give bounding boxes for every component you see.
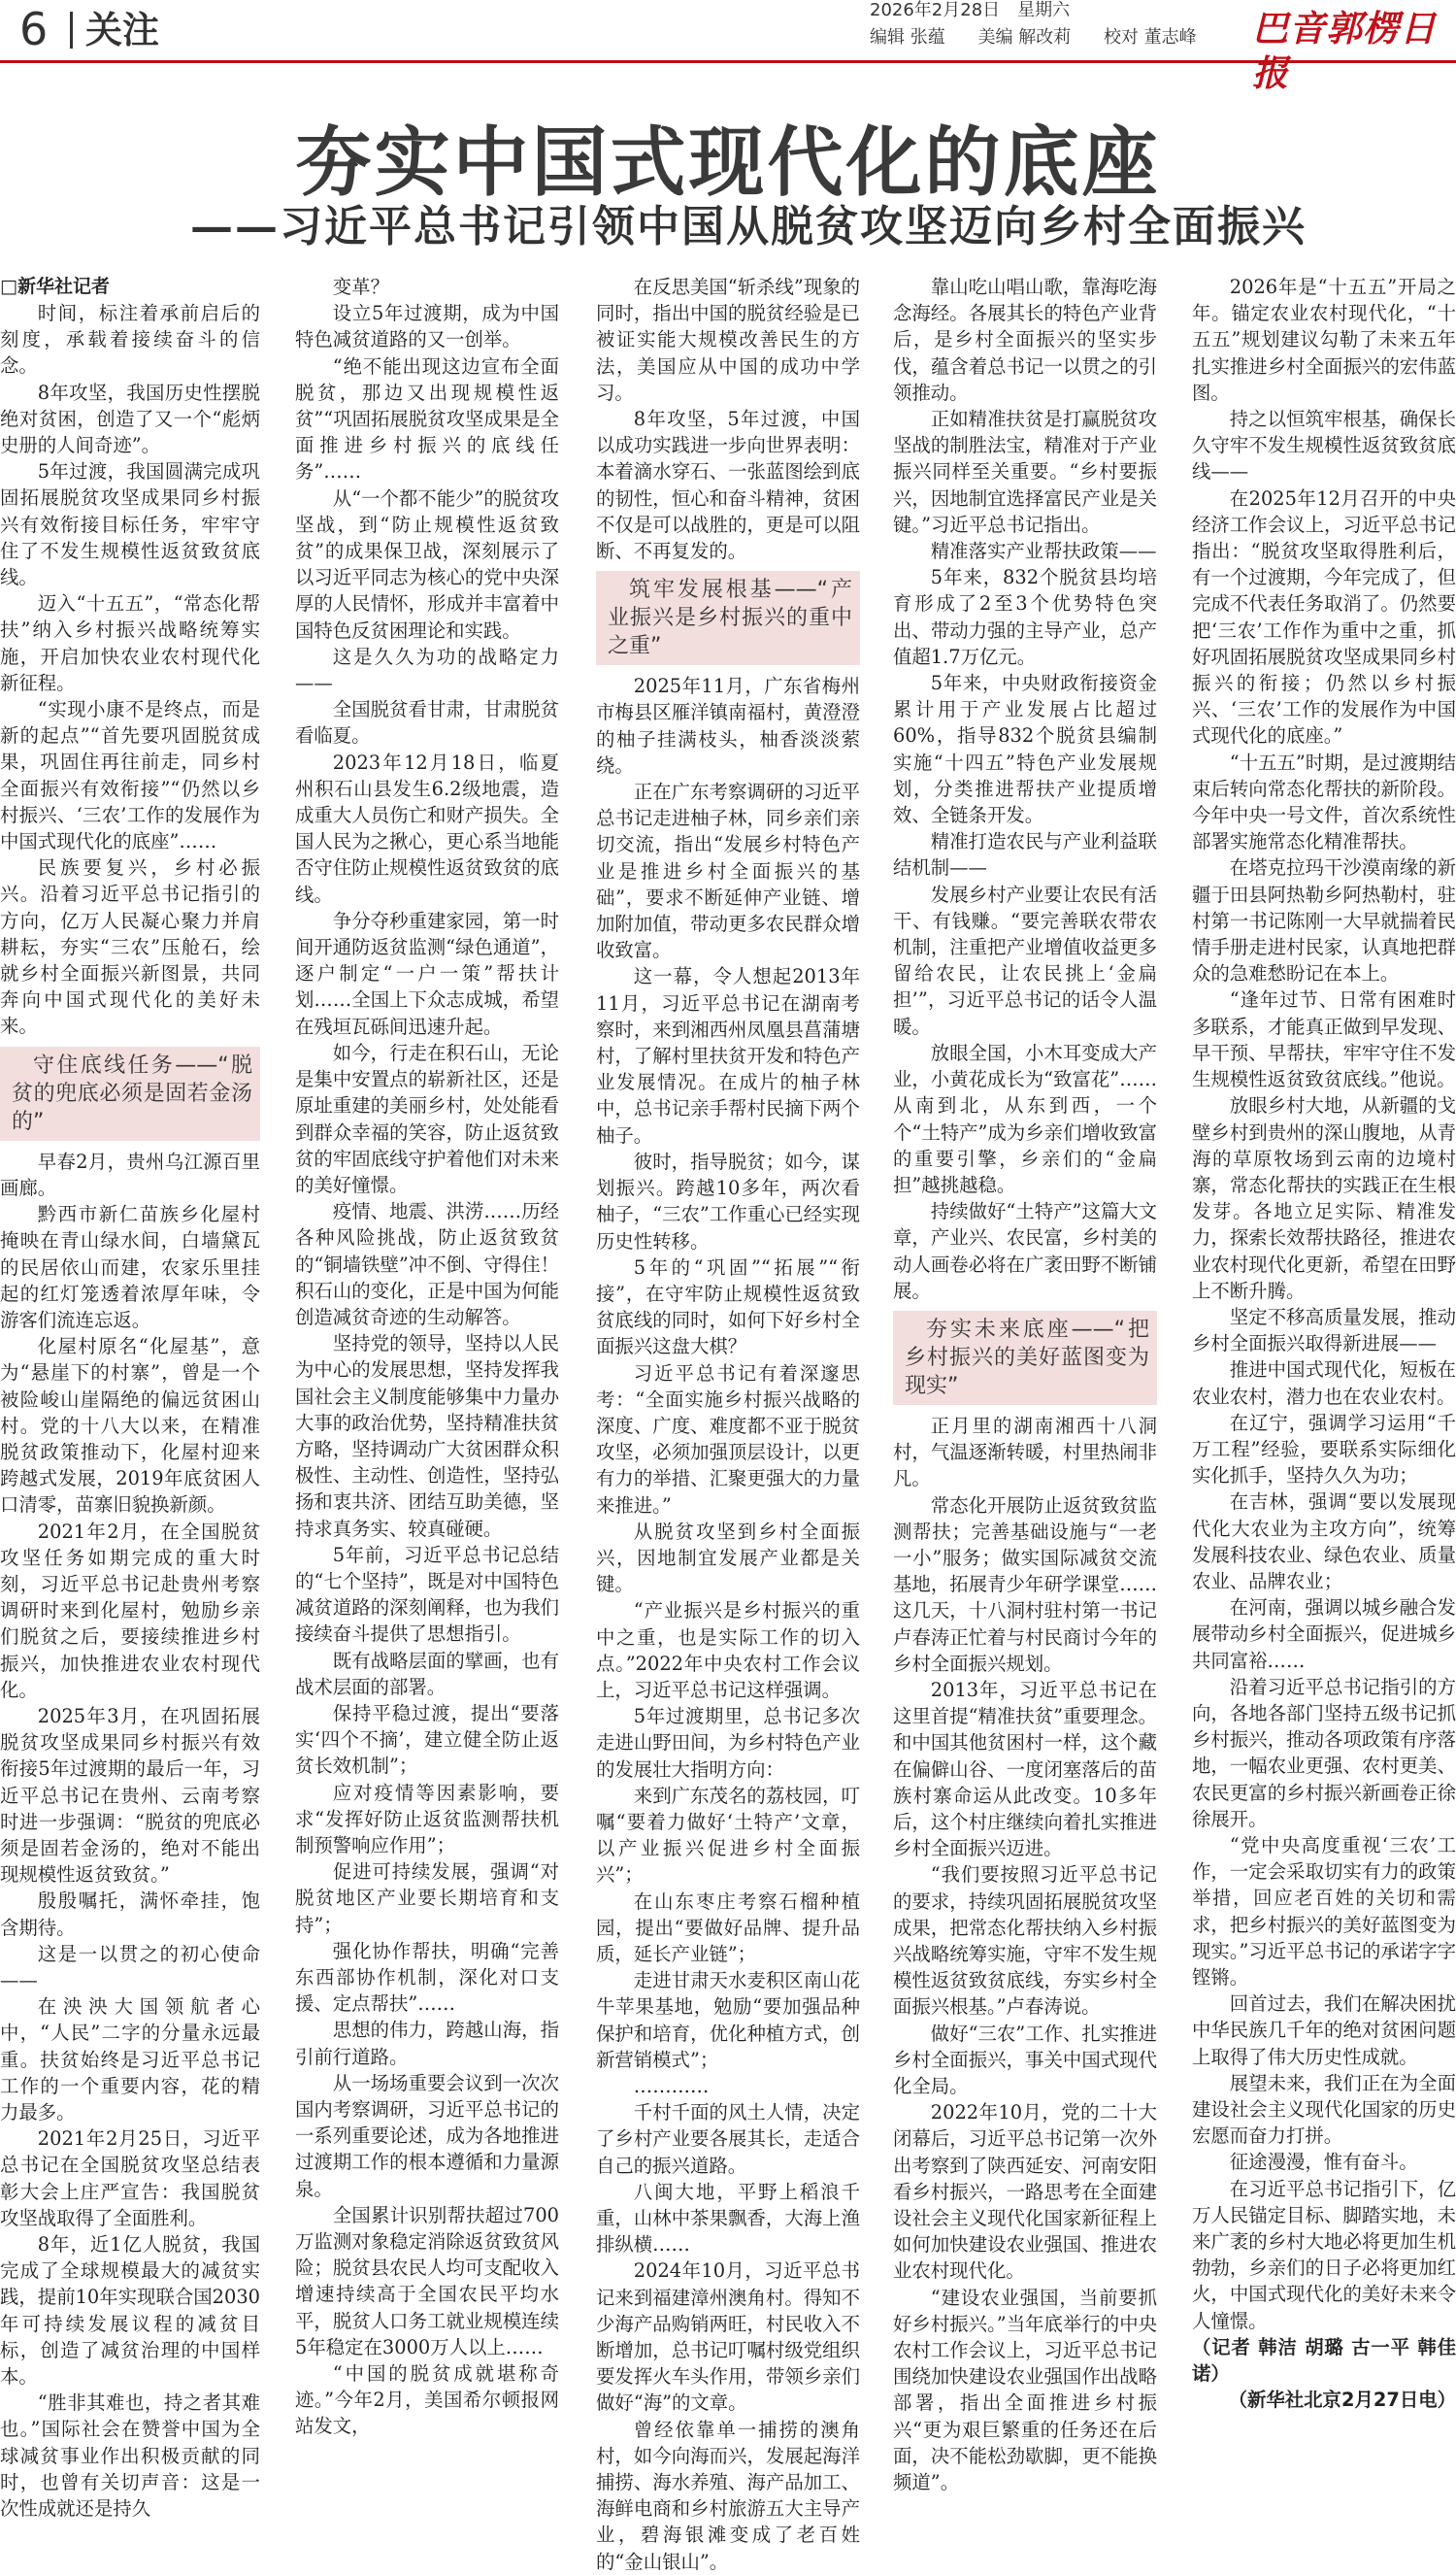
paragraph: “中国的脱贫成就堪称奇迹。”今年2月，美国希尔顿报网站发文， bbox=[295, 2362, 559, 2438]
paragraph: “党中央高度重视‘三农’工作，一定会采取切实有力的政策举措，回应老百姓的关切和需求，把乡村振兴的美好蓝图变为现实。”习近平总书记的承诺字字铿锵。 bbox=[1192, 1833, 1456, 1989]
paragraph: 从脱贫攻坚到乡村全面振兴，因地制宜发展产业都是关键。 bbox=[596, 1520, 860, 1596]
paragraph: 殷殷嘱托，满怀牵挂，饱含期待。 bbox=[0, 1889, 260, 1939]
paragraph: 5年过渡，我国圆满完成巩固拓展脱贫攻坚成果同乡村振兴有效衔接目标任务，牢牢守住了不发生规模性返贫致贫底线。 bbox=[0, 460, 260, 589]
proofreader-credit: 校对 董志峰 bbox=[1103, 27, 1197, 48]
paragraph: 变革？ bbox=[332, 276, 389, 298]
paragraph: 2025年11月，广东省梅州市梅县区雁洋镇南福村，黄澄澄的柚子挂满枝头，柚香淡淡萦绕。 bbox=[596, 675, 860, 777]
paragraph: 来到广东茂名的荔枝园，叮嘱“要着力做好‘土特产’文章，以产业振兴促进乡村全面振兴”； bbox=[596, 1784, 860, 1887]
paragraph: 正如精准扶贫是打赢脱贫攻坚战的制胜法宝，精准对于产业振兴同样至关重要。“乡村要振兴，因地制宜选择富民产业是关键。”习近平总书记指出。 bbox=[893, 408, 1157, 536]
paragraph: 从“一个都不能少”的脱贫攻坚战，到“防止规模性返贫致贫”的成果保卫战，深刻展示了以习近平同志为核心的党中央深厚的人民情怀，形成并丰富着中国特色反贫困理论和实践。 bbox=[295, 486, 559, 642]
paragraph: 坚持党的领导，坚持以人民为中心的发展思想，坚持发挥我国社会主义制度能够集中力量办大事的政治优势，坚持精准扶贫方略，坚持调动广大贫困群众积极性、主动性、创造性，坚持弘扬和衷共济、团结互助美德，坚持求真务实、较真碰硬。 bbox=[295, 1332, 559, 1540]
paragraph: 在泱泱大国领航者心中，“人民”二字的分量永远最重。扶贫始终是习近平总书记工作的一个重要内容，花的精力最多。 bbox=[0, 1995, 260, 2124]
paragraph: 全国累计识别帮扶超过700万监测对象稳定消除返贫致贫风险；脱贫县农民人均可支配收入增速持续高于全国农民平均水平，脱贫人口务工就业规模连续5年稳定在3000万人以上…… bbox=[295, 2203, 559, 2358]
paragraph: 靠山吃山唱山歌，靠海吃海念海经。各展其长的特色产业背后，是乡村全面振兴的坚实步伐，蕴含着总书记一以贯之的引领推动。 bbox=[893, 276, 1157, 404]
article-title: 夯实中国式现代化的底座 bbox=[295, 119, 1161, 207]
paragraph: 强化协作帮扶，明确“完善东西部协作机制，深化对口支援、定点帮扶”…… bbox=[295, 1939, 559, 2016]
paragraph: 8年，近1亿人脱贫，我国完成了全球规模最大的减贫实践，提前10年实现联合国2030年可持续发展议程的减贫目标，创造了减贫治理的中国样本。 bbox=[0, 2233, 260, 2389]
byline: □新华社记者 bbox=[0, 276, 110, 297]
paragraph: 精准落实产业帮扶政策—— bbox=[930, 540, 1157, 563]
paragraph: 争分夺秒重建家园，第一时间开通防返贫监测“绿色通道”，逐户制定“一户一策”帮扶计划……全国上下众志成城，希望在残垣瓦砾间迅速升起。 bbox=[295, 909, 559, 1038]
paragraph: 在辽宁，强调学习运用“千万工程”经验，要联系实际细化实化抓手，坚持久久为功； bbox=[1192, 1411, 1456, 1488]
paragraph: 做好“三农”工作、扎实推进乡村全面振兴，事关中国式现代化全局。 bbox=[893, 2022, 1157, 2097]
paragraph: 2024年10月，习近平总书记来到福建漳州澳角村。得知不少海产品购销两旺，村民收入不断增加，总书记叮嘱村级党组织要发挥火车头作用，带领乡亲们做好“海”的文章。 bbox=[596, 2259, 860, 2415]
paragraph: “建设农业强国，当前要抓好乡村振兴。”当年底举行的中央农村工作会议上，习近平总书记围绕加快建设农业强国作出战略部署，指出全面推进乡村振兴“更为艰巨繁重的任务还在后面，决不能松劲歇脚，更不能换频道”。 bbox=[893, 2286, 1157, 2494]
paragraph: 保持平稳过渡，提出“要落实‘四个不摘’，建立健全防止返贫长效机制”； bbox=[295, 1701, 559, 1778]
paragraph: 疫情、地震、洪涝……历经各种风险挑战，防止返贫致贫的“铜墙铁壁”冲不倒、守得住！积石山的变化，正是中国为何能创造减贫奇迹的生动解答。 bbox=[295, 1200, 559, 1328]
paragraph: 5年来，832个脱贫县均培育形成了2至3个优势特色突出、带动力强的主导产业，总产值超1.7万亿元。 bbox=[893, 566, 1157, 668]
paragraph: ………… bbox=[633, 2075, 710, 2097]
paragraph: 发展乡村产业要让农民有活干、有钱赚。“要完善联农带农机制，注重把产业增值收益更多留给农民，让农民挑上‘金扁担’”，习近平总书记的话令人温暖。 bbox=[893, 883, 1157, 1038]
paragraph: 在河南，强调以城乡融合发展带动乡村全面振兴，促进城乡共同富裕…… bbox=[1192, 1596, 1456, 1672]
article-subtitle: ——习近平总书记引领中国从脱贫攻坚迈向乡村全面振兴 bbox=[190, 202, 1307, 251]
paragraph: 在塔克拉玛干沙漠南缘的新疆于田县阿热勒乡阿热勒村，驻村第一书记陈刚一大早就揣着民情手册走进村民家，认真地把群众的急难愁盼记在本上。 bbox=[1192, 856, 1456, 986]
paragraph: 既有战略层面的擘画，也有战术层面的部署。 bbox=[295, 1649, 559, 1698]
paragraph: 八闽大地，平野上稻浪千重，山林中茶果飘香，大海上渔排纵横…… bbox=[596, 2180, 860, 2257]
paragraph: 2023年12月18日，临夏州积石山县发生6.2级地震，造成重大人员伤亡和财产损失。全国人民为之揪心，更心系当地能否守住防止规模性返贫致贫的底线。 bbox=[295, 751, 559, 906]
paragraph: 放眼全国，小木耳变成大产业，小黄花成长为“致富花”……从南到北，从东到西，一个个“土特产”成为乡亲们增收致富的重要引擎，乡亲们的“金扁担”越挑越稳。 bbox=[893, 1041, 1157, 1196]
paragraph: “绝不能出现这边宣布全面脱贫，那边又出现规模性返贫”“巩固拓展脱贫攻坚成果是全面推进乡村振兴的底线任务”…… bbox=[295, 354, 559, 484]
paragraph: 应对疫情等因素影响，要求“发挥好防止返贫监测帮扶机制预警响应作用”； bbox=[295, 1781, 559, 1856]
paragraph: 2025年3月，在巩固拓展脱贫攻坚成果同乡村振兴有效衔接5年过渡期的最后一年，习近平总书记在贵州、云南考察时进一步强调：“脱贫的兜底必须是固若金汤的，绝对不能出现规模性返贫致贫。” bbox=[0, 1704, 260, 1887]
paragraph: 彼时，指导脱贫；如今，谋划振兴。跨越10多年，两次看柚子，“三农”工作重心已经实现历史性转移。 bbox=[596, 1150, 860, 1253]
article-dateline: （新华社北京2月27日电） bbox=[1228, 2389, 1456, 2412]
masthead bbox=[0, 0, 1456, 94]
page-divider bbox=[70, 12, 73, 49]
column-1-paras bbox=[0, 300, 260, 1040]
paragraph: 回首过去，我们在解决困扰中华民族几千年的绝对贫困问题上取得了伟大历史性成就。 bbox=[1192, 1992, 1456, 2068]
paragraph: 千村千面的风土人情，决定了乡村产业要各展其长，走适合自己的振兴道路。 bbox=[596, 2101, 860, 2177]
paragraph: 早春2月，贵州乌江源百里画廊。 bbox=[0, 1150, 260, 1199]
paragraph: 5年前，习近平总书记总结的“七个坚持”，既是对中国特色减贫道路的深刻阐释，也为我们接续奋斗提供了思想指引。 bbox=[295, 1543, 559, 1646]
paragraph: 正在广东考察调研的习近平总书记走进柚子林，同乡亲们亲切交流，指出“发展乡村特色产业是推进乡村全面振兴的基础”，要求不断延伸产业链、增加附加值，带动更多农民群众增收致富。 bbox=[596, 781, 860, 962]
paragraph: 精准打造农民与产业利益联结机制—— bbox=[893, 830, 1157, 880]
paragraph: “逢年过节、日常有困难时多联系，才能真正做到早发现、早干预、早帮扶，牢牢守住不发生规模性返贫致贫底线。”他说。 bbox=[1192, 988, 1456, 1091]
column-4-paras-b bbox=[893, 1413, 1157, 2495]
column-2 bbox=[295, 274, 559, 2438]
paragraph: 坚定不移高质量发展，推动乡村全面振兴取得新进展—— bbox=[1192, 1305, 1456, 1355]
column-3-paras-b bbox=[596, 673, 860, 2575]
paragraph: 习近平总书记有着深邃思考：“全面实施乡村振兴战略的深度、广度、难度都不亚于脱贫攻坚，必须加强顶层设计，以更有力的举措、汇聚更强大的力量来推进。” bbox=[596, 1361, 860, 1517]
newspaper-logo: 巴音郭楞日报 bbox=[1252, 7, 1437, 94]
column-5-paras bbox=[1192, 274, 1456, 2334]
paragraph: 如今，行走在积石山，无论是集中安置点的崭新社区，还是原址重建的美丽乡村，处处能看到群众幸福的笑容，防止返贫致贫的牢固底线守护着他们对未来的美好憧憬。 bbox=[295, 1041, 559, 1196]
column-4-paras bbox=[893, 274, 1157, 1304]
paragraph: 5年过渡期里，总书记多次走进山野田间，为乡村特色产业的发展壮大指明方向： bbox=[596, 1705, 860, 1781]
paragraph: 持续做好“土特产”这篇大文章，产业兴、农民富，乡村美的动人画卷必将在广袤田野不断铺展。 bbox=[893, 1200, 1157, 1302]
column-4 bbox=[893, 274, 1157, 2494]
section-name: 关注 bbox=[85, 9, 160, 51]
paragraph: 设立5年过渡期，成为中国特色减贫道路的又一创举。 bbox=[295, 302, 559, 351]
column-1 bbox=[0, 274, 260, 2521]
paragraph: “胜非其难也，持之者其难也。”国际社会在赞誉中国为全球减贫事业作出积极贡献的同时，也曾有关切声音：这是一次性成就还是持久 bbox=[0, 2391, 260, 2521]
paragraph: 走进甘肃天水麦积区南山花牛苹果基地，勉励“要加强品种保护和培育，优化种植方式，创新营销模式”； bbox=[596, 1969, 860, 2071]
paragraph: 8年攻坚，5年过渡，中国以成功实践进一步向世界表明：本着滴水穿石、一张蓝图绘到底的韧性，恒心和奋斗精神，贫困不仅是可以战胜的，更是可以阻断、不再复发的。 bbox=[596, 408, 860, 563]
paragraph: 化屋村原名“化屋基”，意为“悬崖下的村寨”，曾是一个被险峻山崖隔绝的偏远贫困山村。党的十八大以来，在精准脱贫政策推动下，化屋村迎来跨越式发展，2019年底贫困人口清零，苗寨旧貌换新颜。 bbox=[0, 1335, 260, 1517]
paragraph: 时间，标注着承前启后的刻度，承载着接续奋斗的信念。 bbox=[0, 302, 260, 378]
paragraph: 从一场场重要会议到一次次国内考察调研，习近平总书记的一系列重要论述，成为各地推进过渡期工作的根本遵循和力量源泉。 bbox=[295, 2071, 559, 2200]
paragraph: 5年来，中央财政衔接资金累计用于产业发展占比超过60%，指导832个脱贫县编制实施“十四五”特色产业发展规划，分类推进帮扶产业提质增效、全链条开发。 bbox=[893, 672, 1157, 827]
paragraph: 2013年，习近平总书记在这里首提“精准扶贫”重要理念。和中国其他贫困村一样，这个藏在偏僻山谷、一度闭塞落后的苗族村寨命运从此改变。10多年后，这个村庄继续向着扎实推进乡村全面振兴迈进。 bbox=[893, 1678, 1157, 1860]
paragraph: 放眼乡村大地，从新疆的戈壁乡村到贵州的深山腹地，从青海的草原牧场到云南的边境村寨，常态化帮扶的实践正在生根发芽。各地立足实际、精准发力，探索长效帮扶路径，推进农业农村现代化更新，希望在田野上不断升腾。 bbox=[1192, 1094, 1456, 1302]
paragraph: 曾经依靠单一捕捞的澳角村，如今向海而兴，发展起海洋捕捞、海水养殖、海产品加工、海鲜电商和乡村旅游五大主导产业，碧海银滩变成了老百姓的“金山银山”。 bbox=[596, 2418, 860, 2573]
paragraph: 这一幕，令人想起2013年11月，习近平总书记在湖南考察时，来到湘西州凤凰县菖蒲塘村，了解村里扶贫开发和特色产业发展情况。在成片的柚子林中，总书记亲手帮村民摘下两个柚子。 bbox=[596, 965, 860, 1147]
paragraph: “十五五”时期，是过渡期结束后转向常态化帮扶的新阶段。今年中央一号文件，首次系统性部署实施常态化精准帮扶。 bbox=[1192, 751, 1456, 853]
paragraph: 沿着习近平总书记指引的方向，各地各部门坚持五级书记抓乡村振兴，推动各项政策有序落地，一幅农业更强、农村更美、农民更富的乡村振兴新画卷正徐徐展开。 bbox=[1192, 1675, 1456, 1830]
section-heading-1: 守住底线任务——“脱贫的兜底必须是固若金汤的” bbox=[0, 1047, 260, 1141]
column-3 bbox=[596, 274, 860, 2573]
column-2-paras bbox=[295, 274, 559, 2440]
designer-credit: 美编 解改莉 bbox=[977, 27, 1072, 48]
paragraph: 在山东枣庄考察石榴种植园，提出“要做好品牌、提升品质，延长产业链”； bbox=[596, 1889, 860, 1965]
section-heading-2: 筑牢发展根基——“产业振兴是乡村振兴的重中之重” bbox=[596, 571, 860, 665]
page-number: 6 bbox=[19, 3, 49, 55]
issue-date: 2026年2月28日 星期六 bbox=[870, 0, 1071, 20]
column-1-paras-b bbox=[0, 1149, 260, 2523]
paragraph: 促进可持续发展，强调“对脱贫地区产业要长期培育和支持”； bbox=[295, 1860, 559, 1936]
paragraph: 这是一以贯之的初心使命—— bbox=[0, 1942, 260, 1991]
paragraph: 常态化开展防止返贫致贫监测帮扶；完善基础设施与“一老一小”服务；做实国际减贫交流基地，拓展青少年研学课堂……这几天，十八洞村驻村第一书记卢春涛正忙着与村民商讨今年的乡村全面振兴规划。 bbox=[893, 1493, 1157, 1675]
paragraph: 展望未来，我们正在为全面建设社会主义现代化国家的历史宏愿而奋力打拼。 bbox=[1192, 2071, 1456, 2148]
column-5 bbox=[1192, 274, 1456, 2412]
paragraph: 8年攻坚，我国历史性摆脱绝对贫困，创造了又一个“彪炳史册的人间奇迹”。 bbox=[0, 381, 260, 457]
paragraph: 征途漫漫，惟有奋斗。 bbox=[1229, 2151, 1418, 2174]
paragraph: 迈入“十五五”，“常态化帮扶”纳入乡村振兴战略统筹实施，开启加快农业农村现代化新征程。 bbox=[0, 592, 260, 694]
paragraph: 思想的伟力，跨越山海，指引前行道路。 bbox=[295, 2019, 559, 2068]
paragraph: 持之以恒筑牢根基，确保长久守牢不发生规模性返贫致贫底线—— bbox=[1192, 408, 1456, 484]
paragraph: “实现小康不是终点，而是新的起点”“首先要巩固脱贫成果，巩固住再往前走，同乡村全面振兴有效衔接”“仍然以乡村振兴、‘三农’工作的发展作为中国式现代化的底座”…… bbox=[0, 698, 260, 853]
staff-credits bbox=[870, 27, 1224, 49]
paragraph: 5年的“巩固”“拓展”“衔接”，在守牢防止规模性返贫致贫底线的同时，如何下好乡村全面振兴这盘大棋？ bbox=[596, 1255, 860, 1358]
paragraph: 2021年2月25日，习近平总书记在全国脱贫攻坚总结表彰大会上庄严宣告：我国脱贫攻坚战取得了全面胜利。 bbox=[0, 2127, 260, 2229]
paragraph: 2026年是“十五五”开局之年。锚定农业农村现代化，“十五五”规划建议勾勒了未来五年扎实推进乡村全面振兴的宏伟蓝图。 bbox=[1192, 276, 1456, 404]
section-heading-3: 夯实未来底座——“把乡村振兴的美好蓝图变为现实” bbox=[893, 1311, 1157, 1405]
paragraph: 2021年2月，在全国脱贫攻坚任务如期完成的重大时刻，习近平总书记赴贵州考察调研时来到化屋村，勉励乡亲们脱贫之后，要接续推进乡村振兴，加快推进农业农村现代化。 bbox=[0, 1520, 260, 1701]
paragraph: “产业振兴是乡村振兴的重中之重，也是实际工作的切入点。”2022年中央农村工作会议上，习近平总书记这样强调。 bbox=[596, 1599, 860, 1701]
reporter-signature: （记者 韩洁 胡璐 古一平 韩佳诺） bbox=[1192, 2335, 1456, 2386]
paragraph: 民族要复兴，乡村必振兴。沿着习近平总书记指引的方向，亿万人民凝心聚力并肩耕耘，夯实“三农”压舱石，绘就乡村全面振兴新图景，共同奔向中国式现代化的美好未来。 bbox=[0, 856, 260, 1038]
paragraph: 全国脱贫看甘肃，甘肃脱贫看临夏。 bbox=[295, 698, 559, 748]
paragraph: 2022年10月，党的二十大闭幕后，习近平总书记第一次外出考察到了陕西延安、河南安阳看乡村振兴，一路思考在全面建设社会主义现代化国家新征程上如何加快建设农业强国、推进农业农村现代化。 bbox=[893, 2101, 1157, 2283]
paragraph: “我们要按照习近平总书记的要求，持续巩固拓展脱贫攻坚成果，把常态化帮扶纳入乡村振兴战略统筹实施，守牢不发生规模性返贫致贫底线，夯实乡村全面振兴根基。”卢春涛说。 bbox=[893, 1863, 1157, 2019]
editor-credit: 编辑 张蕴 bbox=[870, 27, 945, 48]
paragraph: 这是久久为功的战略定力—— bbox=[295, 645, 559, 695]
paragraph: 推进中国式现代化，短板在农业农村，潜力也在农业农村。 bbox=[1192, 1358, 1456, 1408]
paragraph: 在2025年12月召开的中央经济工作会议上，习近平总书记指出：“脱贫攻坚取得胜利后，有一个过渡期，今年完成了，但完成不代表任务取消了。仍然要把‘三农’工作作为重中之重，抓好巩固拓展脱贫攻坚成果同乡村振兴的衔接；仍然以乡村振兴、‘三农’工作的发展作为中国式现代化的底座。” bbox=[1192, 486, 1456, 748]
paragraph: 黔西市新仁苗族乡化屋村掩映在青山绿水间，白墙黛瓦的民居依山而建，农家乐里挂起的红灯笼透着浓厚年味，令游客们流连忘返。 bbox=[0, 1203, 260, 1331]
paragraph: 在习近平总书记指引下，亿万人民锚定目标、脚踏实地，未来广袤的乡村大地必将更加生机勃勃，乡亲们的日子必将更加红火，中国式现代化的美好未来令人憧憬。 bbox=[1192, 2177, 1456, 2332]
paragraph: 在反思美国“斩杀线”现象的同时，指出中国的脱贫经验是已被证实能大规模改善民生的方法，美国应从中国的成功中学习。 bbox=[596, 276, 860, 404]
paragraph: 正月里的湖南湘西十八洞村，气温逐渐转暖，村里热闹非凡。 bbox=[893, 1414, 1157, 1490]
paragraph: 在吉林，强调“要以发展现代化大农业为主攻方向”，统筹发展科技农业、绿色农业、质量农业、品牌农业； bbox=[1192, 1490, 1456, 1592]
column-3-paras bbox=[596, 274, 860, 564]
